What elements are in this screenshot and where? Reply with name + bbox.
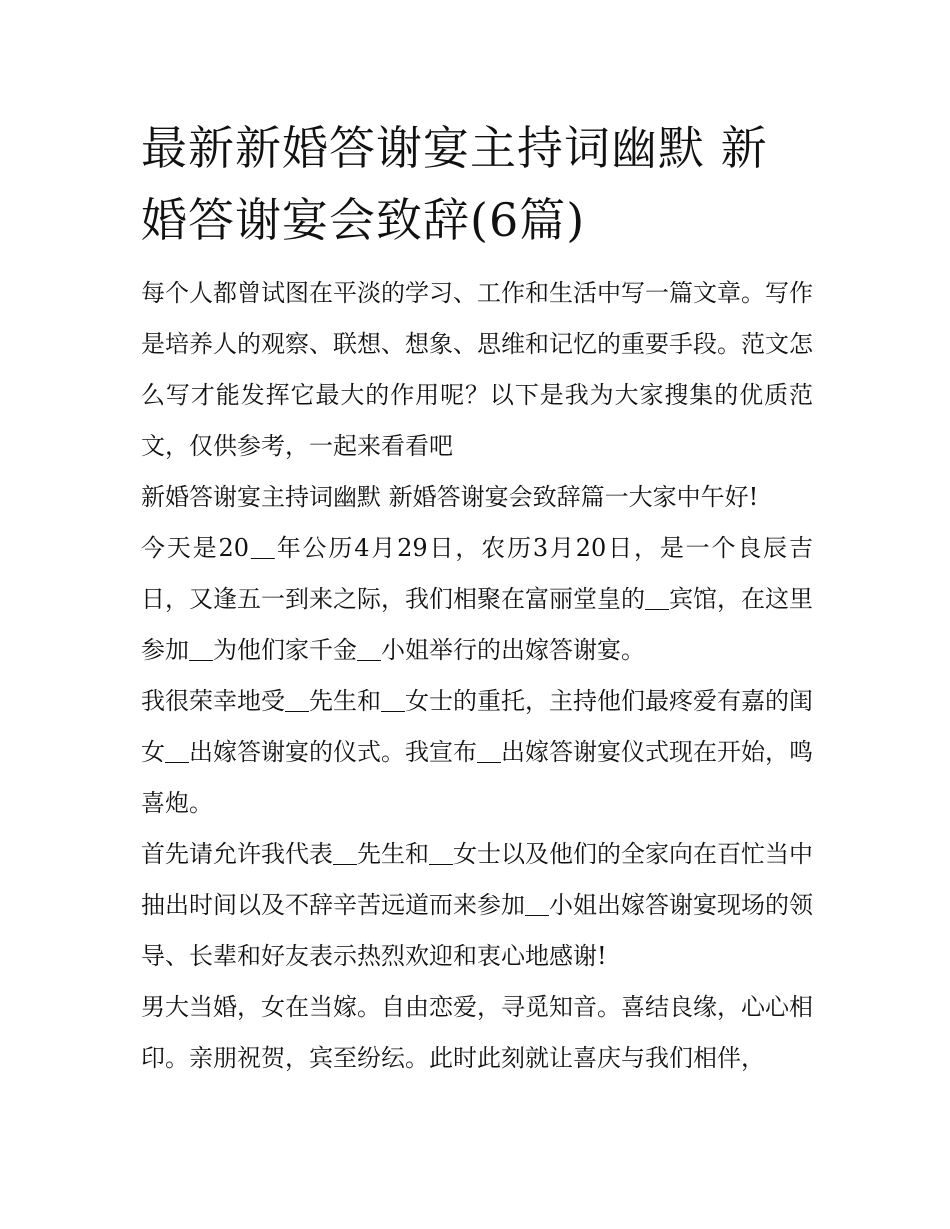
document-title: 最新新婚答谢宴主持词幽默 新婚答谢宴会致辞(6篇) [141,121,768,247]
document-page [141,112,813,1084]
paragraph-date: 今天是20＿年公历4月29日，农历3月20日，是一个良辰吉日，又逢五一到来之际，我们相聚在富丽堂皇的＿宾馆，在这里参加＿为他们家千金＿小姐举行的出嫁答谢宴。 [141,534,813,664]
paragraph-heading: 新婚答谢宴主持词幽默 新婚答谢宴会致辞篇一大家中午好! [141,483,759,511]
paragraph-welcome: 首先请允许我代表＿先生和＿女士以及他们的全家向在百忙当中抽出时间以及不辞辛苦远道而来参加＿小姐出嫁答谢宴现场的领导、长辈和好友表示热烈欢迎和衷心地感谢! [141,840,813,970]
paragraph-host: 我很荣幸地受＿先生和＿女士的重托，主持他们最疼爱有嘉的闺女＿出嫁答谢宴的仪式。我宣布＿出嫁答谢宴仪式现在开始，鸣喜炮。 [141,687,813,817]
paragraph-blessing: 男大当婚，女在当嫁。自由恋爱，寻觅知音。喜结良缘，心心相印。亲朋祝贺，宾至纷纭。此时此刻就让喜庆与我们相伴， [141,993,813,1072]
paragraph-intro: 每个人都曾试图在平淡的学习、工作和生活中写一篇文章。写作是培养人的观察、联想、想象、思维和记忆的重要手段。范文怎么写才能发挥它最大的作用呢？以下是我为大家搜集的优质范文，仅供参考，一起来看看吧 [141,279,813,460]
